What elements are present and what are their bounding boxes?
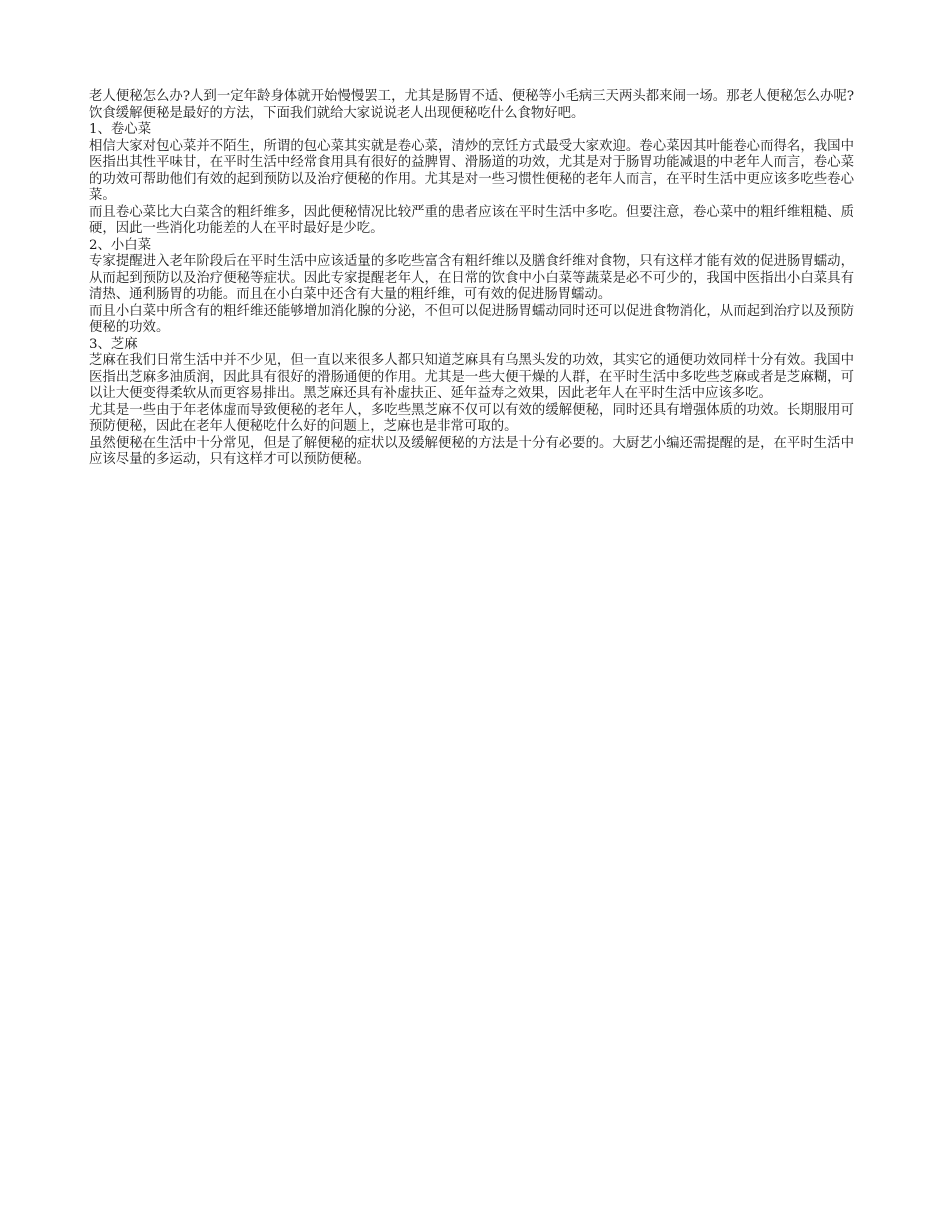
section-heading-bok-choy: 2、小白菜: [89, 237, 152, 253]
section-heading-cabbage: 1、卷心菜: [89, 122, 152, 137]
sesame-paragraph-2: 尤其是一些由于年老体虚而导致便秘的老年人，多吃些黑芝麻不仅可以有效的缓解便秘，同时还具有增强体质的功效。长期服用可预防便秘，因此在老年人便秘吃什么好的问题上，芝麻也是非常可取的。: [89, 402, 854, 434]
cabbage-paragraph-1: 相信大家对包心菜并不陌生，所谓的包心菜其实就是卷心菜，清炒的烹饪方式最受大家欢迎。卷心菜因其叶能卷心而得名，我国中医指出其性平味甘，在平时生活中经常食用具有很好的益脾胃、滑肠道的功效，尤其是对于肠胃功能减退的中老年人而言，卷心菜的功效可帮助他们有效的起到预防以及治疗便秘的作用。尤其是对一些习惯性便秘的老年人而言，在平时生活中更应该多吃些卷心菜。: [89, 138, 854, 203]
cabbage-paragraph-2: 而且卷心菜比大白菜含的粗纤维多，因此便秘情况比较严重的患者应该在平时生活中多吃。但要注意，卷心菜中的粗纤维粗糙、质硬，因此一些消化功能差的人在平时最好是少吃。: [89, 204, 854, 236]
sesame-paragraph-1: 芝麻在我们日常生活中并不少见，但一直以来很多人都只知道芝麻具有乌黑头发的功效，其实它的通便功效同样十分有效。我国中医指出芝麻多油质润，因此具有很好的滑肠通便的作用。尤其是一些大便干燥的人群，在平时生活中多吃些芝麻或者是芝麻糊，可以让大便变得柔软从而更容易排出。黑芝麻还具有补虚扶正、延年益寿之效果，因此老年人在平时生活中应该多吃。: [89, 353, 854, 401]
conclusion-paragraph: 虽然便秘在生活中十分常见，但是了解便秘的症状以及缓解便秘的方法是十分有必要的。大厨艺小编还需提醒的是，在平时生活中应该尽量的多运动，只有这样才可以预防便秘。: [89, 435, 854, 467]
intro-paragraph: 老人便秘怎么办?人到一定年龄身体就开始慢慢罢工，尤其是肠胃不适、便秘等小毛病三天两头都来闹一场。那老人便秘怎么办呢?饮食缓解便秘是最好的方法，下面我们就给大家说说老人出现便秘吃什么食物好吧。: [89, 89, 854, 121]
article-body: [89, 89, 854, 469]
bok-choy-paragraph-2: 而且小白菜中所含有的粗纤维还能够增加消化腺的分泌，不但可以促进肠胃蠕动同时还可以促进食物消化，从而起到治疗以及预防便秘的功效。: [89, 303, 854, 335]
bok-choy-paragraph-1: 专家提醒进入老年阶段后在平时生活中应该适量的多吃些富含有粗纤维以及膳食纤维对食物，只有这样才能有效的促进肠胃蠕动，从而起到预防以及治疗便秘等症状。因此专家提醒老年人，在日常的饮食中小白菜等蔬菜是必不可少的，我国中医指出小白菜具有清热、通利肠胃的功能。而且在小白菜中还含有大量的粗纤维，可有效的促进肠胃蠕动。: [89, 254, 854, 302]
section-heading-sesame: 3、芝麻: [89, 336, 138, 352]
